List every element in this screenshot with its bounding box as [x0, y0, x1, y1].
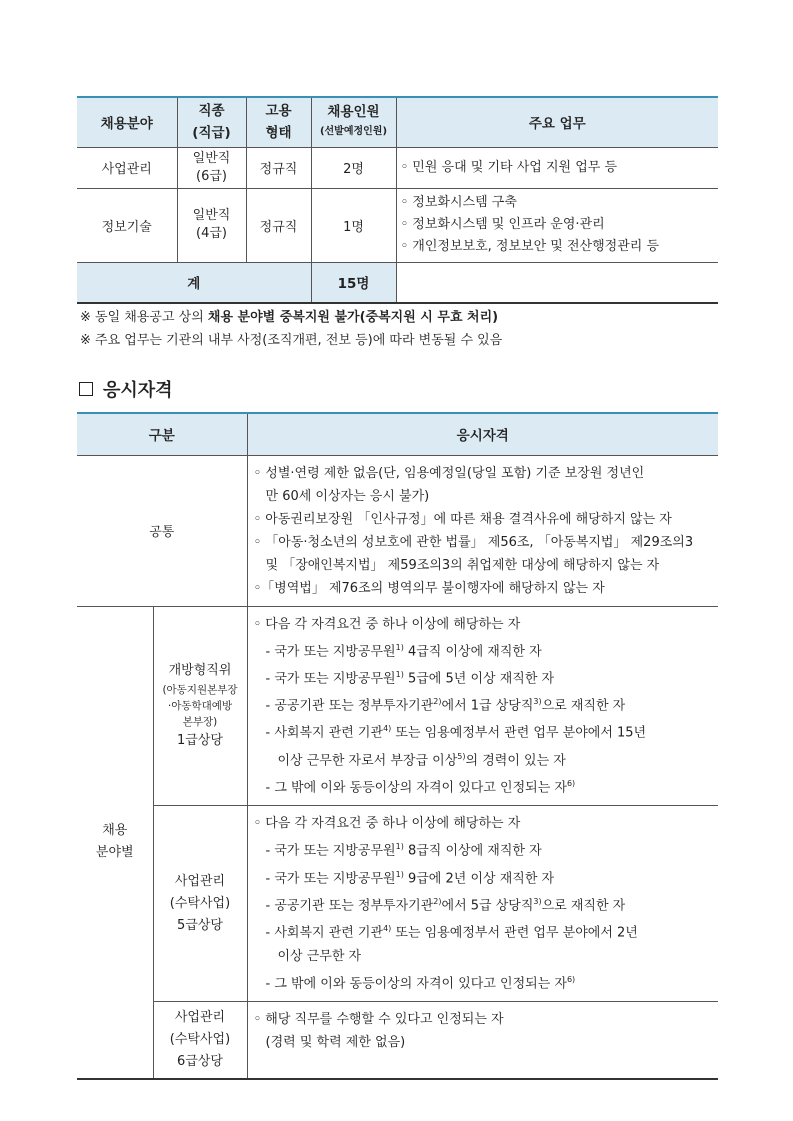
row-employ: 정규직 [246, 188, 311, 262]
row-duties: ◦ 민원 응대 및 기타 사업 지원 업무 등 [396, 147, 718, 188]
header-category: 구분 [77, 413, 247, 455]
row-job-type: 일반직 (4급) [177, 188, 246, 262]
header-job-type: 직종 (직급) [177, 97, 246, 147]
common-label: 공통 [77, 455, 247, 606]
biz6-cell: 사업관리 (수탁사업) 6급상당 [153, 1002, 247, 1079]
biz6-qualifications: ◦ 해당 직무를 수행할 수 있다고 인정되는 자 (경력 및 학력 제한 없음) [247, 1002, 718, 1079]
note-duplicate: ※ 동일 채용공고 상의 채용 분야별 중복지원 불가(중복지원 시 무효 처리) [80, 310, 499, 325]
total-count: 15명 [311, 262, 396, 303]
biz5-qualifications: ◦ 다음 각 자격요건 중 하나 이상에 해당하는 자 - 국가 또는 지방공무원$^{1)}$ 8급직 이상에 재직한 자 - 국가 또는 지방공무원$^{1)}$ 9급에 2년 이상 재직한 자 - 공공기관 또는 정부투자기관$^{2)}$에서 5급 상당직$^{3)}$으로 재직한 자 - 사회복지 관련 기관$^{4)}$ 또는 임용예정부서 관련 업무 분야에서 2년 이상 근무한 자 - 그 밖에 이와 동등이상의 자격이 있다고 인정되는 자$^{6)}$ [247, 806, 718, 1002]
row-field: 정보기술 [77, 188, 177, 262]
row-count: 2명 [311, 147, 396, 188]
qualification-table [77, 412, 718, 1080]
row-count: 1명 [311, 188, 396, 262]
table-row [77, 147, 718, 188]
header-qualification: 응시자격 [247, 413, 718, 455]
row-duties: ◦ 정보화시스템 구축 ◦ 정보화시스템 및 인프라 운영·관리 ◦ 개인정보보호, 정보보안 및 전산행정관리 등 [396, 188, 718, 262]
table-row [77, 806, 718, 1002]
row-field: 사업관리 [77, 147, 177, 188]
open-position-qualifications: ◦ 다음 각 자격요건 중 하나 이상에 해당하는 자 - 국가 또는 지방공무원$^{1)}$ 4급직 이상에 재직한 자 - 국가 또는 지방공무원$^{1)}$ 5급에 5년 이상 재직한 자 - 공공기관 또는 정부투자기관$^{2)}$에서 1급 상당직$^{3)}$으로 재직한 자 - 사회복지 관련 기관$^{4)}$ 또는 임용예정부서 관련 업무 분야에서 15년 이상 근무한 자로서 부장급 이상$^{5)}$의 경력이 있는 자 - 그 밖에 이와 동등이상의 자격이 있다고 인정되는 자$^{6)}$ [247, 606, 718, 806]
table-row [77, 1002, 718, 1079]
section-title: 응시자격 [103, 380, 173, 401]
checkbox-square-icon [79, 382, 93, 396]
row-employ: 정규직 [246, 147, 311, 188]
biz5-cell: 사업관리 (수탁사업) 5급상당 [153, 806, 247, 1002]
section-heading [79, 376, 173, 402]
table-row [77, 188, 718, 262]
header-field: 채용분야 [77, 97, 177, 147]
common-qualifications: ◦ 성별·연령 제한 없음(단, 임용예정일(당일 포함) 기준 보장원 정년인 만 60세 이상자는 응시 불가) ◦ 아동권리보장원 「인사규정」에 따른 채용 결격사유에 해당하지 않는 자 ◦ 「아동·청소년의 성보호에 관한 법률」 제56조, 「아동복지법」 제29조의3 및 「장애인복지법」 제59조의3의 취업제한 대상에 해당하지 않는 자 ◦「병역법」 제76조의 병역의무 불이행자에 해당하지 않는 자 [247, 455, 718, 606]
field-label: 채용 분야별 [77, 606, 153, 1079]
total-empty [396, 262, 718, 303]
total-row [77, 262, 718, 303]
table-row [77, 606, 718, 806]
note-duty-change: ※ 주요 업무는 기관의 내부 사정(조직개편, 전보 등)에 따라 변동될 수 있음 [80, 333, 503, 348]
total-label: 계 [77, 262, 311, 303]
recruitment-table [77, 96, 718, 304]
header-count: 채용인원 (선발예정인원) [311, 97, 396, 147]
table-row [77, 455, 718, 606]
header-duty: 주요 업무 [396, 97, 718, 147]
open-position-cell: 개방형직위 (아동지원본부장 ·아동학대예방 본부장) 1급상당 [153, 606, 247, 806]
row-job-type: 일반직 (6급) [177, 147, 246, 188]
header-employ-type: 고용 형태 [246, 97, 311, 147]
